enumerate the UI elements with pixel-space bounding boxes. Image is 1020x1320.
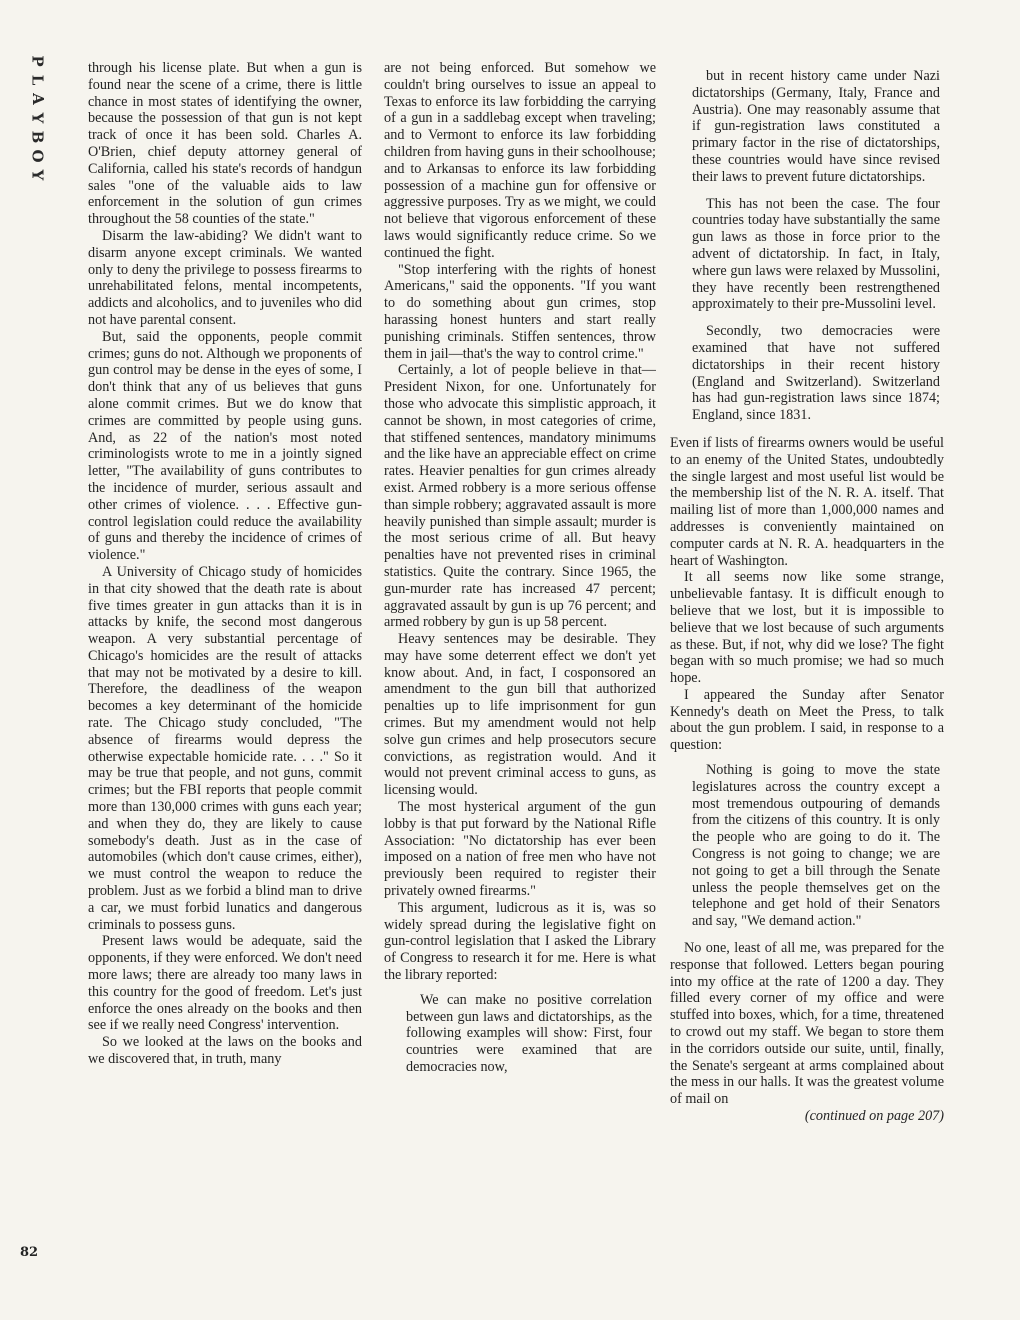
playboy-masthead bbox=[22, 52, 52, 185]
block-quote: but in recent history came under Nazi dictatorships (Germany, Italy, France and Austria). One may reasonably assume that if gun-registration laws constituted a primary factor in the rise of dictatorships, these countries would have since revised their laws to prevent future dictatorships. bbox=[692, 68, 940, 185]
paragraph: Present laws would be adequate, said the opponents, if they were enforced. We don't need more laws; there are already too many laws in this country for the good of freedom. Let's just enforce the ones already on the books and then see if we really need Congress' intervention. bbox=[88, 933, 362, 1034]
masthead-letter: Y bbox=[28, 169, 47, 182]
paragraph: But, said the opponents, people commit crimes; guns do not. Although we proponents of gun control may be dense in the eyes of some, I don't think that any of us believes that guns alone commit crimes. But we do know that crimes are committed by people using guns. And, as 22 of the nation's most noted criminologists wrote to me in a jointly signed letter, "The availability of guns contributes to the incidence of murder, serious assault and other crimes of violence. . . . Effective gun-control legislation could reduce the availability of guns and thereby the incidence of crimes of violence." bbox=[88, 328, 362, 564]
block-quote: This has not been the case. The four countries today have substantially the same gun laws as those in force prior to the advent of dictatorship. In fact, in Italy, where gun laws were relaxed by Mussolini, they have recently been restrengthened approximately to their pre-Mussolini level. bbox=[692, 195, 940, 313]
paragraph: Disarm the law-abiding? We didn't want to disarm anyone except criminals. We wanted only to deny the privilege to possess firearms to unrehabilitated felons, mental incompetents, addicts and alcoholics, and to juveniles who did not have parental consent. bbox=[88, 227, 362, 328]
paragraph: Even if lists of firearms owners would be useful to an enemy of the United States, undoubtedly the single largest and most useful list would be the membership list of the N. R. A. itself. That mailing list of more than 1,000,000 names and addresses is conveniently maintained on computer cards at N. R. A. headquarters in the heart of Washington. bbox=[670, 434, 944, 569]
masthead-letter: P bbox=[28, 55, 47, 68]
paragraph: Heavy sentences may be desirable. They may have some deterrent effect we don't yet know about. And, in fact, I cosponsored an amendment to the gun bill that authorized penalties up to life imprisonment for gun crimes. But my amendment would not help solve gun crimes and help prosecutors secure convictions, as registration would. And it would not prevent criminal access to guns, as licensing would. bbox=[384, 631, 656, 799]
paragraph: I appeared the Sunday after Senator Kennedy's death on Meet the Press, to talk about the gun problem. I said, in response to a question: bbox=[670, 686, 944, 754]
paragraph: through his license plate. But when a gun is found near the scene of a crime, there is little chance in most states of identifying the owner, because the possession of that gun is not kept track of once it has been sold. Charles A. O'Brien, chief deputy attorney general of California, called his state's records of handgun sales "one of the valuable aids to law enforcement in the solution of gun crimes throughout the 58 counties of the state." bbox=[88, 60, 362, 228]
masthead-letter: B bbox=[28, 130, 47, 145]
masthead-letter: Y bbox=[28, 112, 47, 125]
masthead-letter: A bbox=[28, 93, 47, 106]
masthead-letter: L bbox=[28, 74, 47, 87]
masthead-letter: O bbox=[28, 149, 47, 164]
continuation-note: (continued on page 207) bbox=[804, 1108, 944, 1125]
block-quote: Nothing is going to move the state legislatures across the country except a most tremendous outpouring of demands from the citizens of this country. It is only the people who are going to do it. The Congress is not going to change; we are not going to get a bill through the Senate unless the people themselves get on the telephone and get hold of their Senators and say, "We demand action." bbox=[692, 762, 940, 930]
block-quote: Secondly, two democracies were examined that have not suffered dictatorships in their recent history (England and Switzerland). Switzerland has had gun-registration laws since 1874; England, since 1831. bbox=[692, 323, 940, 424]
paragraph: This argument, ludicrous as it is, was so widely spread during the legislative fight on gun-control legislation that I asked the Library of Congress to research it for me. Here is what the library reported: bbox=[384, 899, 656, 984]
paragraph: It all seems now like some strange, unbelievable fantasy. It is difficult enough to believe that we lost, but it is impossible to believe that we lost because of such arguments as these. But, if not, why did we lose? The fight began with so much promise; we had so much hope. bbox=[670, 569, 944, 687]
text-column-3 bbox=[670, 60, 944, 1300]
paragraph: A University of Chicago study of homicides in that city showed that the death rate is about five times greater in gun attacks than it is in attacks by knife, the second most dangerous weapon. A very substantial percentage of Chicago's homicides are the result of attacks that may not be motivated by a desire to kill. Therefore, the deadliness of the weapon becomes a key determinant of the homicide rate. The Chicago study concluded, "The absence of firearms would depress the otherwise expectable homicide rate. . . ." So it may be true that people, and not guns, commit crimes; but the FBI reports that people commit more than 130,000 crimes with guns each year; and when they do, they are likely to cause somebody's death. Just as in the case of automobiles (which don't cause crimes, either), we must control the weapon to reduce the problem. Just as we forbid a blind man to drive a car, we must forbid lunatics and dangerous criminals to possess guns. bbox=[88, 563, 362, 933]
paragraph: are not being enforced. But somehow we couldn't bring ourselves to issue an appeal to Texas to enforce its law forbidding the carrying of a gun in a saddlebag except when traveling; and to Vermont to enforce its law forbidding children from having guns in their schoolhouse; and to Arkansas to enforce its law forbidding possession of a machine gun for offensive or aggressive purposes. Try as we might, we could not believe that vigorous enforcement of these laws would significantly reduce crime. So we continued the fight. bbox=[384, 60, 656, 261]
paragraph: "Stop interfering with the rights of honest Americans," said the opponents. "If you want to do something about gun crimes, stop harassing honest hunters and start really punishing criminals. Stiffen sentences, throw them in jail—that's the way to control crime." bbox=[384, 261, 656, 362]
paragraph: Certainly, a lot of people believe in that—President Nixon, for one. Unfortunately for those who advocate this simplistic approach, it cannot be shown, in most categories of crime, that stiffened sentences, mandatory minimums and the like have an appreciable effect on crime rates. Heavier penalties for gun crimes already exist. Armed robbery is a more serious offense than simple robbery; aggravated assault is more heavily punished than simple assault; murder is the most serious crime of all. But heavy penalties have not prevented rises in criminal statistics. Quite the contrary. Since 1965, the gun-murder rate has increased 47 percent; aggravated assault by gun is up 76 percent; and armed robbery by gun is up 58 percent. bbox=[384, 362, 656, 631]
paragraph: So we looked at the laws on the books and we discovered that, in truth, many bbox=[88, 1034, 362, 1068]
text-column-2 bbox=[384, 60, 656, 1300]
page-number: 82 bbox=[20, 1245, 39, 1260]
text-column-1 bbox=[88, 60, 362, 1300]
block-quote: We can make no positive correlation between gun laws and dictatorships, as the following examples will show: First, four countries were examined that are democracies now, bbox=[406, 991, 652, 1076]
paragraph: No one, least of all me, was prepared for the response that followed. Letters began pouring into my office at the rate of 1200 a day. They filled every corner of my office and were stuffed into boxes, which, for a time, threatened to crowd out my staff. We began to store them in the corridors outside our suite, until, finally, the Senate's sergeant at arms complained about the mess in our halls. It was the greatest volume of mail on bbox=[670, 940, 944, 1108]
paragraph: The most hysterical argument of the gun lobby is that put forward by the National Rifle Association: "No dictatorship has ever been imposed on a nation of free men who have not previously been required to register their privately owned firearms." bbox=[384, 799, 656, 900]
